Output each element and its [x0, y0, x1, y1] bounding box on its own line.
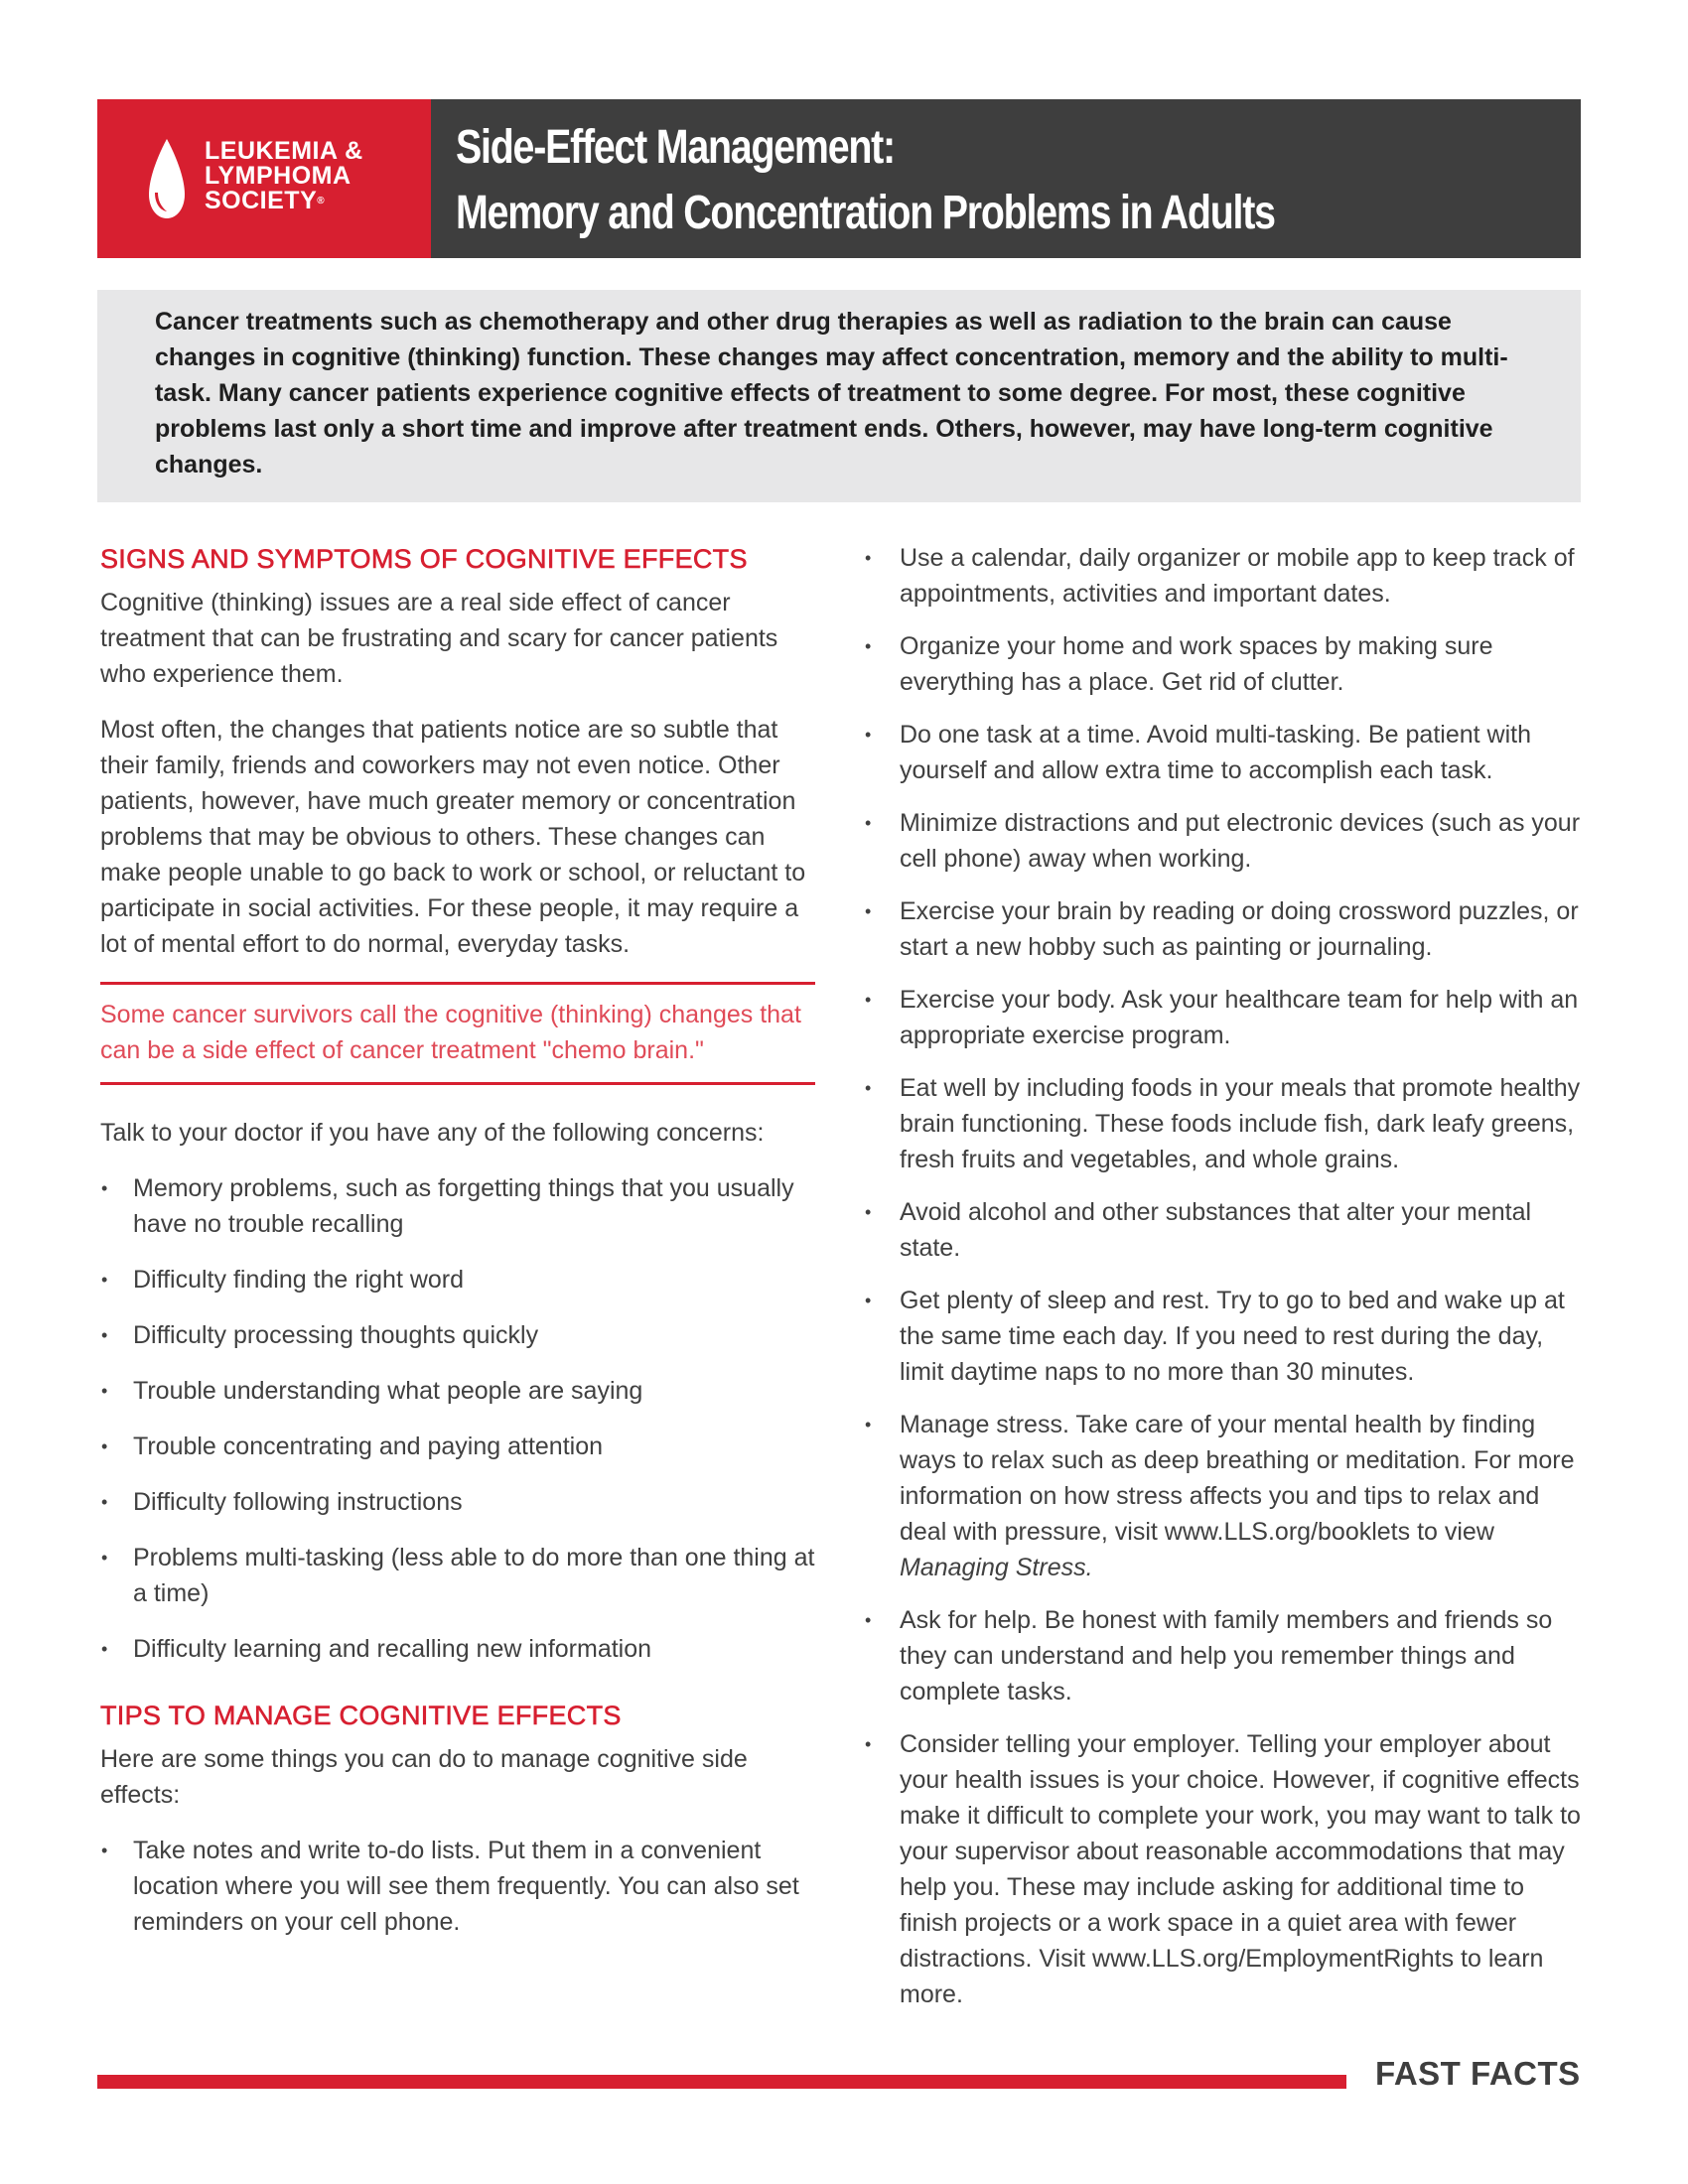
- concerns-intro: Talk to your doctor if you have any of the following concerns:: [100, 1119, 765, 1147]
- bullet-icon: •: [101, 1492, 108, 1512]
- list-item: • Minimize distractions and put electronic devices (such as your cell phone) away when working.: [864, 805, 1589, 877]
- bullet-icon: •: [101, 1841, 108, 1860]
- bullet-icon: •: [865, 901, 872, 921]
- bullet-icon: •: [101, 1436, 108, 1456]
- list-item: • Trouble understanding what people are saying: [100, 1373, 825, 1409]
- intro-text: Cancer treatments such as chemotherapy and other drug therapies as well as radiation to the brain can cause changes in cognitive (thinking) function. These changes may affect concentration, memory and the ability to multi-task. Many cancer patients experience cognitive effects of treatment to some degree. For most, these cognitive problems last only a short time and improve after treatment ends. Others, however, may have long-term cognitive changes.: [155, 308, 1508, 478]
- tips-intro: Here are some things you can do to manage cognitive side effects:: [100, 1745, 748, 1809]
- right-column: [864, 540, 1589, 2029]
- intro-box: [97, 290, 1581, 502]
- logo-wordmark: LEUKEMIA & LYMPHOMA SOCIETY®: [205, 137, 363, 214]
- bullet-icon: •: [865, 1415, 872, 1434]
- tips-list-right: [864, 540, 1589, 2012]
- list-item: • Eat well by including foods in your meals that promote healthy brain functioning. These foods include fish, dark leafy greens, fresh fruits and vegetables, and whole grains.: [864, 1070, 1589, 1177]
- tips-list-left: [100, 1833, 825, 1940]
- title-line-2: Memory and Concentration Problems in Adults: [456, 187, 1275, 239]
- bullet-icon: •: [865, 548, 872, 568]
- bullet-icon: •: [865, 813, 872, 833]
- header-banner: [97, 99, 1581, 258]
- bullet-icon: •: [101, 1639, 108, 1659]
- bullet-icon: •: [865, 1078, 872, 1098]
- list-item: • Problems multi-tasking (less able to do more than one thing at a time): [100, 1540, 825, 1611]
- bullet-icon: •: [865, 1202, 872, 1222]
- signs-paragraph-1: Cognitive (thinking) issues are a real side effect of cancer treatment that can be frustrating and scary for cancer patients who experience them.: [100, 589, 778, 688]
- bullet-icon: •: [865, 725, 872, 745]
- title-line-1: Side-Effect Management:: [456, 121, 895, 174]
- list-item: • Manage stress. Take care of your mental health by finding ways to relax such as deep breathing or meditation. For more information on how stress affects you and tips to relax and deal with pressure, visit www.LLS.org/booklets to view Managing Stress.: [864, 1407, 1589, 1585]
- list-item: • Difficulty processing thoughts quickly: [100, 1317, 825, 1353]
- callout-text: Some cancer survivors call the cognitive (thinking) changes that can be a side effect of cancer treatment "chemo brain.": [100, 1001, 801, 1064]
- list-item: • Difficulty finding the right word: [100, 1262, 825, 1297]
- list-item: • Exercise your brain by reading or doing crossword puzzles, or start a new hobby such as painting or journaling.: [864, 893, 1589, 965]
- list-item: • Exercise your body. Ask your healthcare team for help with an appropriate exercise program.: [864, 982, 1589, 1053]
- footer-label: FAST FACTS: [1375, 2055, 1581, 2092]
- left-column: [100, 544, 825, 1960]
- bullet-icon: •: [101, 1325, 108, 1345]
- page-title: [431, 99, 1581, 258]
- list-item: • Difficulty following instructions: [100, 1484, 825, 1520]
- list-item: • Avoid alcohol and other substances that alter your mental state.: [864, 1194, 1589, 1266]
- list-item: • Consider telling your employer. Telling your employer about your health issues is your choice. However, if cognitive effects make it difficult to complete your work, you may want to talk to your supervisor about reasonable accommodations that may help you. These may include asking for additional time to finish projects or a work space in a quiet area with fewer distractions. Visit www.LLS.org/EmploymentRights to learn more.: [864, 1726, 1589, 2012]
- list-item: • Take notes and write to-do lists. Put them in a convenient location where you will see them frequently. You can also set reminders on your cell phone.: [100, 1833, 825, 1940]
- list-item: • Get plenty of sleep and rest. Try to go to bed and wake up at the same time each day. If you need to rest during the day, limit daytime naps to no more than 30 minutes.: [864, 1283, 1589, 1390]
- tips-heading: TIPS TO MANAGE COGNITIVE EFFECTS: [100, 1701, 622, 1730]
- concerns-list: [100, 1170, 825, 1667]
- list-item: • Use a calendar, daily organizer or mobile app to keep track of appointments, activities and important dates.: [864, 540, 1589, 612]
- chemo-brain-callout: [100, 982, 815, 1085]
- list-item: • Memory problems, such as forgetting things that you usually have no trouble recalling: [100, 1170, 825, 1242]
- bullet-icon: •: [865, 1734, 872, 1754]
- bullet-icon: •: [101, 1178, 108, 1198]
- blood-drop-icon: [145, 137, 189, 220]
- bullet-icon: •: [865, 1291, 872, 1310]
- list-item: • Trouble concentrating and paying attention: [100, 1429, 825, 1464]
- bullet-icon: •: [865, 636, 872, 656]
- lls-logo: [97, 99, 431, 258]
- list-item: • Ask for help. Be honest with family members and friends so they can understand and help you remember things and complete tasks.: [864, 1602, 1589, 1709]
- list-item: • Difficulty learning and recalling new information: [100, 1631, 825, 1667]
- list-item: • Do one task at a time. Avoid multi-tasking. Be patient with yourself and allow extra time to accomplish each task.: [864, 717, 1589, 788]
- signs-heading: SIGNS AND SYMPTOMS OF COGNITIVE EFFECTS: [100, 544, 748, 574]
- bullet-icon: •: [865, 990, 872, 1010]
- managing-stress-title: Managing Stress.: [900, 1554, 1093, 1581]
- list-item: • Organize your home and work spaces by making sure everything has a place. Get rid of clutter.: [864, 628, 1589, 700]
- bullet-icon: •: [101, 1270, 108, 1290]
- signs-paragraph-2: Most often, the changes that patients notice are so subtle that their family, friends and coworkers may not even notice. Other patients, however, have much greater memory or concentration problems that may be obvious to others. These changes can make people unable to go back to work or school, or reluctant to participate in social activities. For these people, it may require a lot of mental effort to do normal, everyday tasks.: [100, 716, 806, 958]
- footer-bar: [97, 2075, 1346, 2089]
- bullet-icon: •: [101, 1381, 108, 1401]
- bullet-icon: •: [101, 1548, 108, 1568]
- bullet-icon: •: [865, 1610, 872, 1630]
